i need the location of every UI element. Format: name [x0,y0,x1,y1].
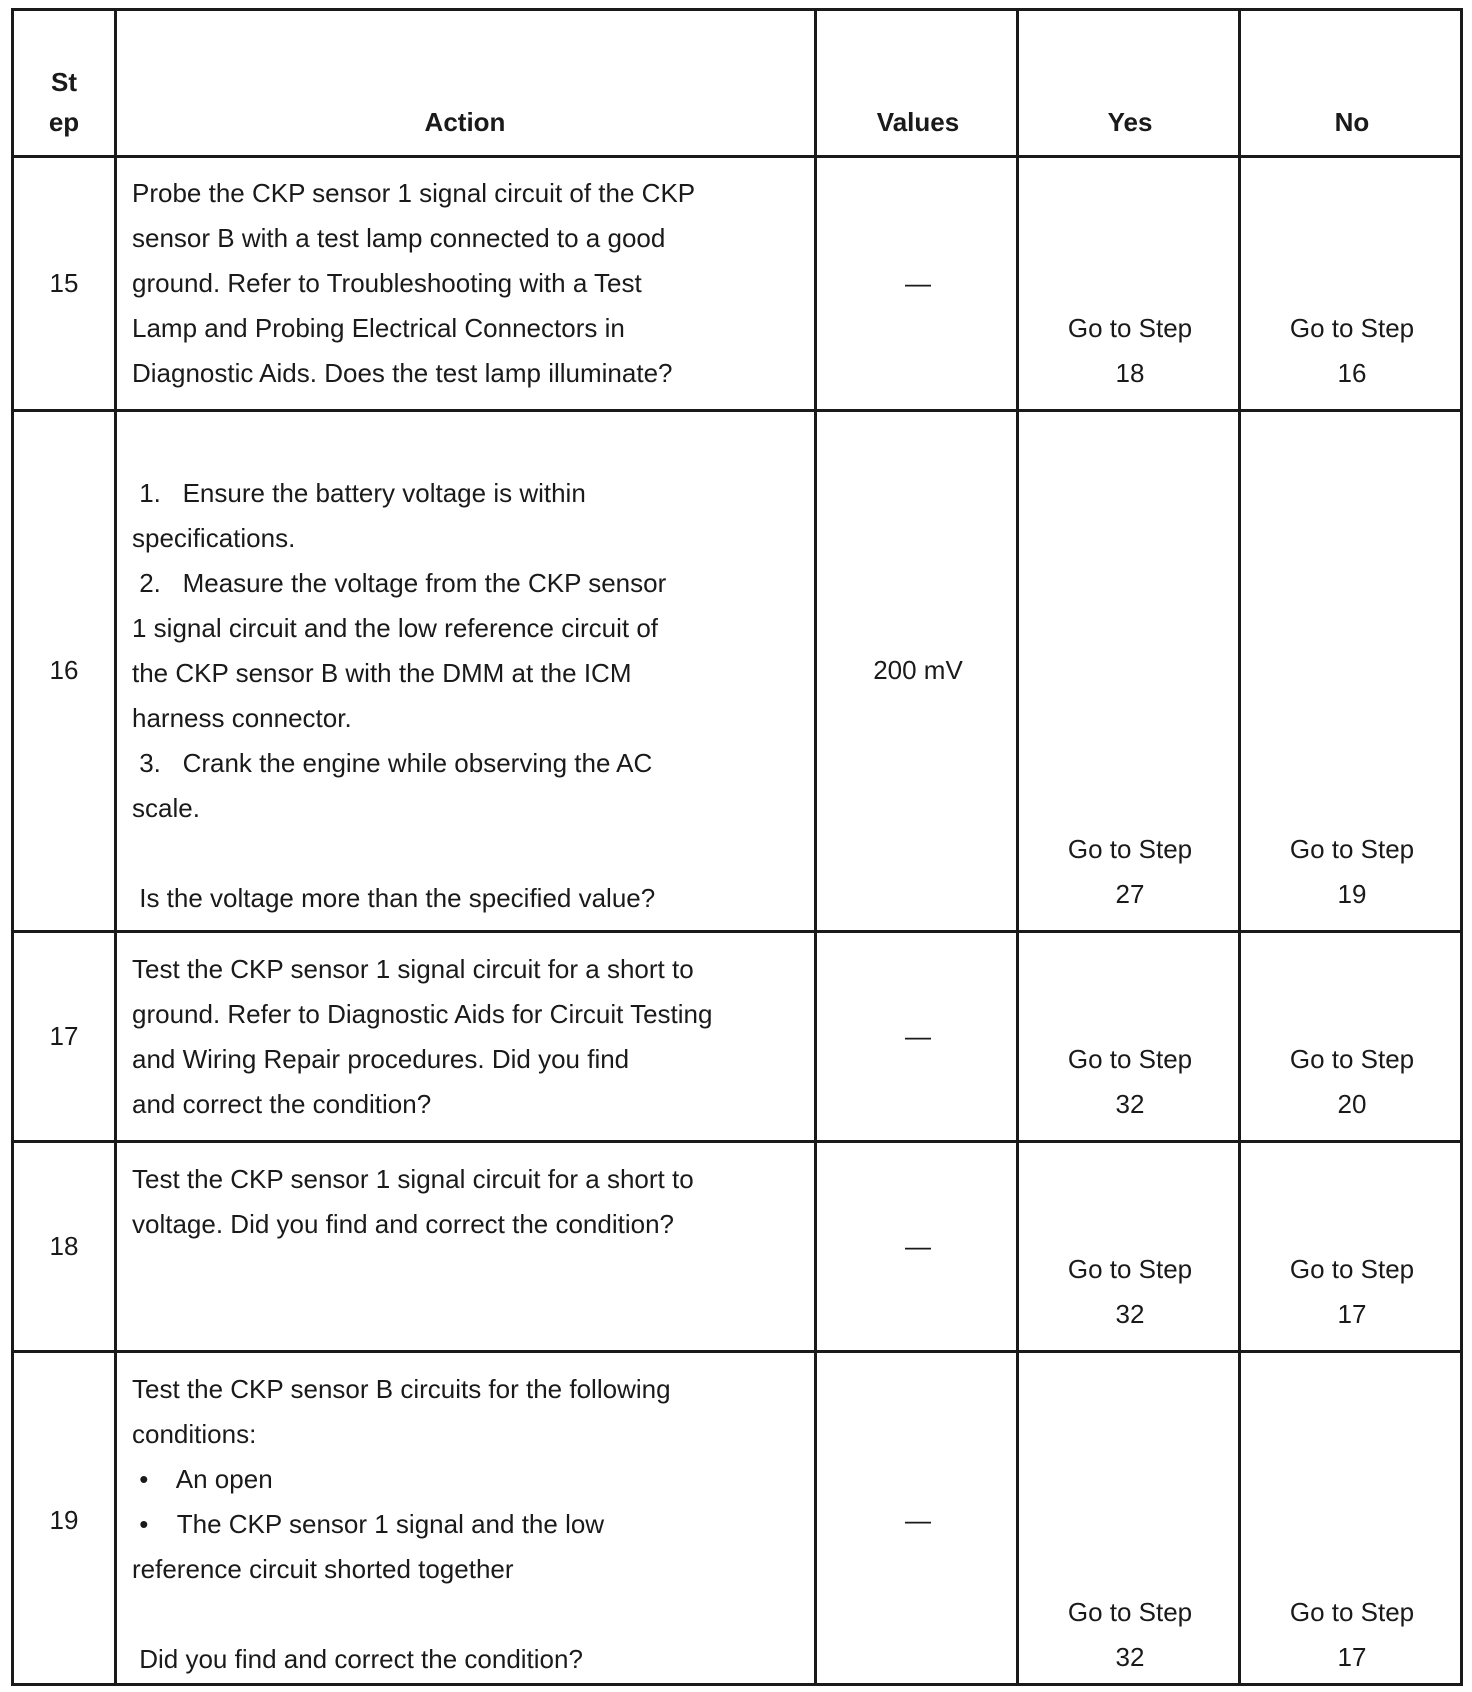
yes-cell: Go to Step 32 [1067,1254,1193,1329]
yes-cell: Go to Step 27 [1067,834,1193,909]
step-number: 19 [49,1505,79,1535]
value-cell: — [905,1231,931,1261]
no-cell: Go to Step 16 [1289,313,1415,388]
step-number: 17 [49,1021,79,1051]
table-border-left [11,8,14,1686]
step-number: 16 [49,655,79,685]
step-number: 18 [49,1231,79,1261]
column-divider-step [114,8,117,1686]
no-cell: Go to Step 19 [1289,834,1415,909]
table-border-bottom [12,1683,1462,1686]
value-cell: — [905,1021,931,1051]
value-cell: — [905,268,931,298]
row-divider-16 [12,930,1462,933]
header-step: St ep [48,67,80,137]
table-border-top [12,8,1462,11]
header-action: Action [424,107,506,137]
yes-cell: Go to Step 32 [1067,1597,1193,1672]
yes-cell: Go to Step 32 [1067,1044,1193,1119]
row-divider-17 [12,1140,1462,1143]
action-text: Probe the CKP sensor 1 signal circuit of the CKP sensor B with a test lamp connected to a good ground. Refer to Troubleshooting with a Test Lamp and Probing Electrical Connectors in Diagnostic Aids. Does the test lamp illuminate? [132,178,696,388]
action-text: Test the CKP sensor 1 signal circuit for a short to voltage. Did you find and correct the condition? [132,1164,694,1239]
header-values: Values [876,107,960,137]
column-divider-values [1016,8,1019,1686]
no-cell: Go to Step 20 [1289,1044,1415,1119]
action-text: Test the CKP sensor 1 signal circuit for a short to ground. Refer to Diagnostic Aids for Circuit Testing and Wiring Repair procedures. Did you find and correct the condition? [132,954,713,1119]
action-text: 1. Ensure the battery voltage is within specifications. 2. Measure the voltage from the CKP sensor 1 signal circuit and the low reference circuit of the CKP sensor B with the DMM at the ICM harness connector. 3. Crank the engine while observing the AC scale. Is the voltage more than the specified value? [132,478,667,913]
value-cell: 200 mV [873,655,963,685]
no-cell: Go to Step 17 [1289,1597,1415,1672]
yes-cell: Go to Step 18 [1067,313,1193,388]
row-divider-header [12,155,1462,158]
header-yes: Yes [1107,107,1153,137]
value-cell: — [905,1505,931,1535]
column-divider-action [814,8,817,1686]
action-text: Test the CKP sensor B circuits for the following conditions: • An open • The CKP sensor 1 signal and the low reference circuit shorted together Did you find and correct the condition? [132,1374,671,1674]
header-no: No [1334,107,1370,137]
step-number: 15 [49,268,79,298]
row-divider-18 [12,1350,1462,1353]
row-divider-15 [12,409,1462,412]
no-cell: Go to Step 17 [1289,1254,1415,1329]
